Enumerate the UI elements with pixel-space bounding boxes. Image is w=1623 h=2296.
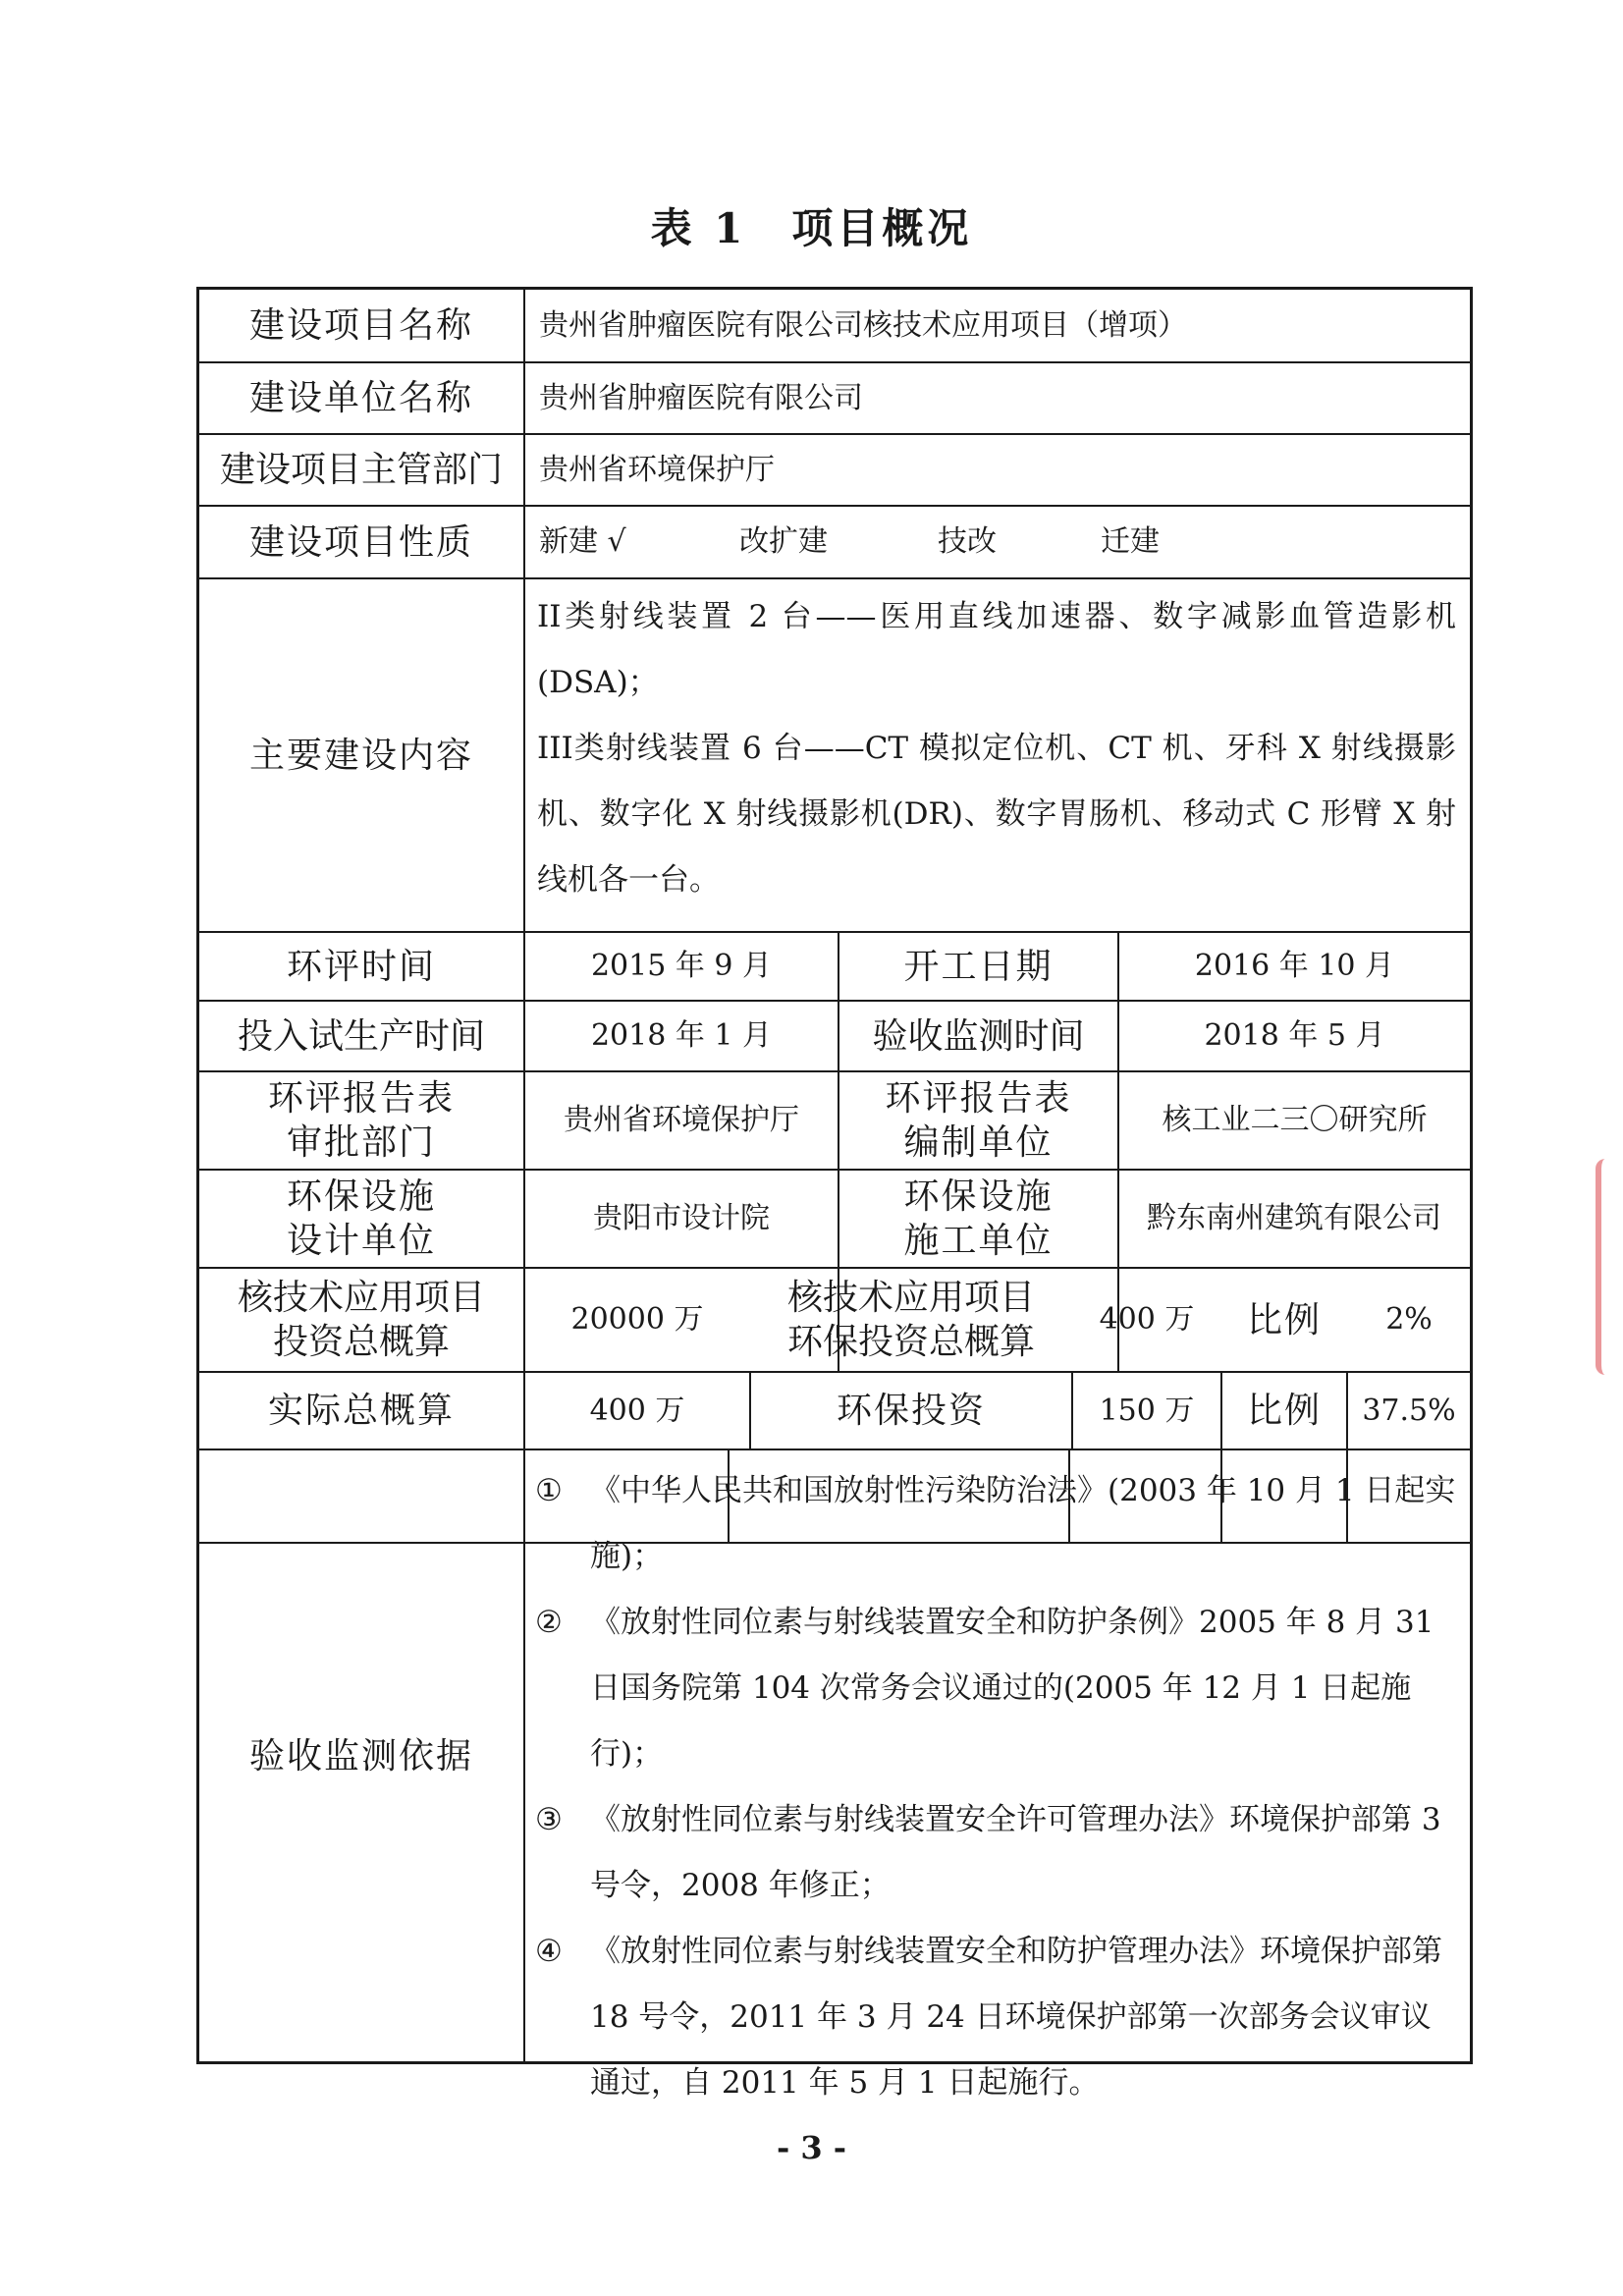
env-investment-value: 400 万 <box>1099 1302 1195 1338</box>
basis-item <box>529 1787 1456 1919</box>
basis-item-number: ③ <box>535 1802 563 1837</box>
env-investment-label: 核技术应用项目 环保投资总概算 <box>786 1278 1035 1362</box>
basis-item <box>529 1458 1456 1590</box>
total-investment-label: 核技术应用项目 投资总概算 <box>237 1278 485 1362</box>
actual-env-label: 环保投资 <box>836 1391 986 1431</box>
basis-item-text: 《放射性同位素与射线装置安全和防护管理办法》环境保护部第 18 号令，2011 年 3 月 24 日环境保护部第一次部务会议审议通过，自 2011 年 5 月 1 日起施行。 <box>590 1934 1442 2101</box>
nature-option-new: 新建 √ <box>539 524 626 560</box>
ratio-label: 比例 <box>1246 1299 1322 1340</box>
monitor-time-label: 验收监测时间 <box>872 1015 1085 1057</box>
trial-time-value: 2018 年 1 月 <box>590 1018 773 1054</box>
content-paragraph: II类射线装置 2 台——医用直线加速器、数字减影血管造影机(DSA)； <box>537 599 1456 700</box>
basis-item <box>529 1590 1456 1787</box>
start-date-value: 2016 年 10 月 <box>1194 949 1395 984</box>
basis-item-number: ② <box>535 1605 563 1640</box>
eia-approval-label: 环评报告表 审批部门 <box>267 1078 455 1163</box>
actual-total-value: 400 万 <box>589 1393 685 1428</box>
nature-label: 建设项目性质 <box>248 521 473 563</box>
eia-approval-value: 贵州省环境保护厅 <box>564 1103 799 1138</box>
nature-option-expansion: 改扩建 <box>739 524 828 560</box>
basis-label: 验收监测依据 <box>248 1735 473 1777</box>
actual-env-value: 150 万 <box>1099 1393 1195 1428</box>
authority-label: 建设项目主管部门 <box>219 450 503 490</box>
basis-item-text: 《中华人民共和国放射性污染防治法》(2003 年 10 月 1 日起实施)； <box>590 1473 1456 1574</box>
project-name-label: 建设项目名称 <box>248 305 473 346</box>
basis-item-text: 《放射性同位素与射线装置安全和防护条例》2005 年 8 月 31 日国务院第 104 次常务会议通过的(2005 年 12 月 1 日起施行)； <box>590 1605 1434 1772</box>
actual-total-label: 实际总概算 <box>267 1391 455 1431</box>
actual-ratio-label: 比例 <box>1246 1391 1322 1431</box>
ratio-value: 2% <box>1385 1302 1433 1338</box>
authority-value: 贵州省环境保护厅 <box>539 452 775 487</box>
nature-option-renovation: 技改 <box>938 524 997 560</box>
construction-unit-value: 黔东南州建筑有限公司 <box>1147 1201 1441 1236</box>
basis-item-number: ④ <box>535 1934 563 1969</box>
nature-option-relocation: 迁建 <box>1101 524 1160 560</box>
project-name-value: 贵州省肿瘤医院有限公司核技术应用项目（增项） <box>539 307 1187 343</box>
construction-unit-label: 环保设施 施工单位 <box>903 1176 1054 1261</box>
project-overview-table <box>196 287 1473 2101</box>
content-label: 主要建设内容 <box>248 735 473 776</box>
actual-ratio-value: 37.5% <box>1362 1393 1456 1428</box>
page-title: 表 1 项目概况 <box>650 204 973 252</box>
eia-compiler-label: 环评报告表 编制单位 <box>885 1078 1072 1163</box>
basis-item-number: ① <box>535 1473 563 1508</box>
monitor-time-value: 2018 年 5 月 <box>1204 1018 1385 1054</box>
unit-name-label: 建设单位名称 <box>248 378 473 418</box>
content-paragraph: III类射线装置 6 台——CT 模拟定位机、CT 机、牙科 X 射线摄影机、数字化 X 射线摄影机(DR)、数字胃肠机、移动式 C 形臂 X 射线机各一台。 <box>537 731 1456 898</box>
eia-time-value: 2015 年 9 月 <box>590 949 773 984</box>
eia-time-label: 环评时间 <box>286 946 436 987</box>
unit-name-value: 贵州省肿瘤医院有限公司 <box>539 380 863 415</box>
design-unit-value: 贵阳市设计院 <box>593 1201 770 1236</box>
page-number: - 3 - <box>776 2129 847 2166</box>
start-date-label: 开工日期 <box>903 946 1054 987</box>
trial-time-label: 投入试生产时间 <box>237 1015 485 1057</box>
total-investment-value: 20000 万 <box>570 1302 704 1338</box>
eia-compiler-value: 核工业二三〇研究所 <box>1162 1103 1428 1138</box>
basis-item <box>529 1919 1456 2116</box>
design-unit-label: 环保设施 设计单位 <box>286 1176 436 1261</box>
basis-item-text: 《放射性同位素与射线装置安全许可管理办法》环境保护部第 3 号令，2008 年修正； <box>590 1802 1441 1903</box>
basis-list <box>529 1458 1456 2116</box>
content-text <box>537 584 1456 913</box>
seal-stamp-edge <box>1596 1159 1623 1375</box>
